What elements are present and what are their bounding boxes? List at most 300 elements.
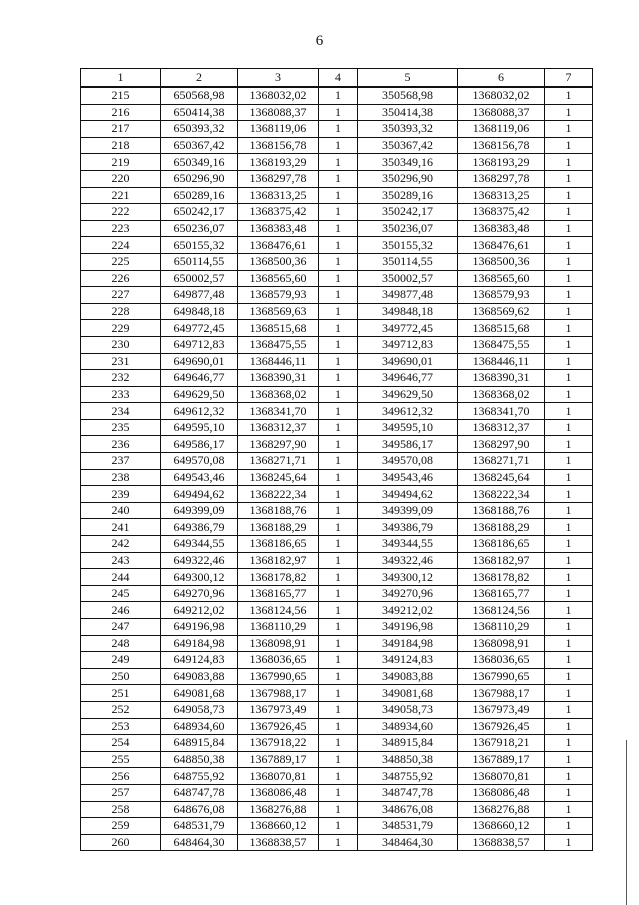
table-cell: 241 [81, 519, 161, 536]
table-cell: 1368178,82 [458, 569, 545, 586]
table-cell: 1367988,17 [238, 685, 319, 702]
table-cell: 350002,57 [358, 270, 458, 287]
table-cell: 1 [545, 801, 593, 818]
table-cell: 649386,79 [161, 519, 238, 536]
table-cell: 349848,18 [358, 303, 458, 320]
table-cell: 1 [319, 403, 358, 420]
table-cell: 1368182,97 [238, 552, 319, 569]
table-row [81, 668, 593, 685]
table-cell: 218 [81, 137, 161, 154]
table-cell: 1 [319, 353, 358, 370]
table-cell: 1 [319, 436, 358, 453]
table-cell: 1 [545, 270, 593, 287]
table-cell: 349184,98 [358, 635, 458, 652]
table-cell: 1368186,65 [238, 536, 319, 553]
table-cell: 648464,30 [161, 834, 238, 851]
table-cell: 1368569,62 [458, 303, 545, 320]
table-cell: 229 [81, 320, 161, 337]
table-cell: 1 [319, 204, 358, 221]
table-cell: 232 [81, 370, 161, 387]
table-cell: 1368098,91 [458, 635, 545, 652]
table-cell: 1368165,77 [238, 585, 319, 602]
column-header: 5 [358, 69, 458, 88]
table-cell: 350367,42 [358, 137, 458, 154]
table-cell: 1 [319, 552, 358, 569]
table-row [81, 137, 593, 154]
table-cell: 1 [545, 220, 593, 237]
scan-edge-line [626, 740, 627, 905]
table-cell: 650114,55 [161, 253, 238, 270]
table-row [81, 87, 593, 104]
table-cell: 1368500,36 [238, 253, 319, 270]
table-cell: 1 [545, 602, 593, 619]
table-cell: 1368341,70 [238, 403, 319, 420]
table-row [81, 220, 593, 237]
table-row [81, 536, 593, 553]
table-cell: 1 [545, 751, 593, 768]
table-cell: 1368222,34 [458, 486, 545, 503]
table-cell: 233 [81, 386, 161, 403]
table-cell: 349081,68 [358, 685, 458, 702]
table-cell: 1368838,57 [238, 834, 319, 851]
table-cell: 245 [81, 585, 161, 602]
table-cell: 649124,83 [161, 652, 238, 669]
column-header: 3 [238, 69, 319, 88]
table-cell: 349543,46 [358, 469, 458, 486]
table-cell: 348850,38 [358, 751, 458, 768]
table-cell: 236 [81, 436, 161, 453]
table-cell: 349494,62 [358, 486, 458, 503]
table-cell: 1 [545, 519, 593, 536]
table-cell: 1368838,57 [458, 834, 545, 851]
column-header: 6 [458, 69, 545, 88]
table-cell: 1368660,12 [238, 818, 319, 835]
table-row [81, 370, 593, 387]
table-row [81, 801, 593, 818]
table-cell: 1368222,34 [238, 486, 319, 503]
table-cell: 1 [319, 303, 358, 320]
page-number: 6 [315, 33, 324, 49]
table-cell: 349629,50 [358, 386, 458, 403]
table-cell: 649344,55 [161, 536, 238, 553]
table-cell: 1 [319, 104, 358, 121]
table-cell: 1368070,81 [238, 768, 319, 785]
table-cell: 649586,17 [161, 436, 238, 453]
table-cell: 1367889,17 [238, 751, 319, 768]
table-cell: 649196,98 [161, 619, 238, 636]
table-cell: 349386,79 [358, 519, 458, 536]
header-row [81, 69, 593, 88]
table-cell: 1368188,76 [238, 502, 319, 519]
table-cell: 1368375,42 [238, 204, 319, 221]
table-cell: 649877,48 [161, 287, 238, 304]
table-row [81, 652, 593, 669]
table-row [81, 403, 593, 420]
table-cell: 1 [319, 801, 358, 818]
table-cell: 1 [545, 336, 593, 353]
table-cell: 650414,38 [161, 104, 238, 121]
column-header: 4 [319, 69, 358, 88]
table-cell: 1368390,31 [238, 370, 319, 387]
table-body [81, 87, 593, 851]
table-cell: 1368245,64 [238, 469, 319, 486]
table-cell: 648747,78 [161, 784, 238, 801]
table-cell: 349612,32 [358, 403, 458, 420]
table-cell: 257 [81, 784, 161, 801]
table-cell: 1368383,48 [458, 220, 545, 237]
table-cell: 1368188,76 [458, 502, 545, 519]
table-cell: 648531,79 [161, 818, 238, 835]
table-row [81, 768, 593, 785]
table-cell: 1 [319, 170, 358, 187]
table-cell: 1 [545, 237, 593, 254]
table-cell: 1368156,78 [238, 137, 319, 154]
table-cell: 1368124,56 [238, 602, 319, 619]
table-cell: 1 [545, 104, 593, 121]
table-cell: 348915,84 [358, 735, 458, 752]
table-cell: 240 [81, 502, 161, 519]
table-cell: 1 [545, 536, 593, 553]
table-cell: 1 [319, 519, 358, 536]
table-cell: 350393,32 [358, 121, 458, 138]
table-cell: 1368245,64 [458, 469, 545, 486]
table-cell: 1368565,60 [238, 270, 319, 287]
table-cell: 350349,16 [358, 154, 458, 171]
table-row [81, 585, 593, 602]
table-cell: 649270,96 [161, 585, 238, 602]
table-cell: 1 [545, 370, 593, 387]
table-cell: 254 [81, 735, 161, 752]
table-row [81, 287, 593, 304]
table-cell: 251 [81, 685, 161, 702]
table-cell: 223 [81, 220, 161, 237]
table-cell: 349270,96 [358, 585, 458, 602]
table-cell: 1368036,65 [458, 652, 545, 669]
table-cell: 1 [319, 220, 358, 237]
table-cell: 1 [545, 635, 593, 652]
table-row [81, 619, 593, 636]
table-cell: 1 [319, 635, 358, 652]
table-cell: 1 [545, 652, 593, 669]
table-cell: 349322,46 [358, 552, 458, 569]
table-cell: 1368312,37 [458, 419, 545, 436]
table-cell: 1 [319, 768, 358, 785]
table-cell: 1 [545, 718, 593, 735]
table-cell: 1 [319, 602, 358, 619]
table-cell: 1368565,60 [458, 270, 545, 287]
table-cell: 1368476,61 [238, 237, 319, 254]
table-cell: 1 [545, 87, 593, 104]
table-cell: 250 [81, 668, 161, 685]
table-cell: 1368446,11 [238, 353, 319, 370]
table-cell: 258 [81, 801, 161, 818]
table-cell: 349772,45 [358, 320, 458, 337]
table-cell: 1368569,63 [238, 303, 319, 320]
table-row [81, 486, 593, 503]
table-cell: 238 [81, 469, 161, 486]
table-cell: 348676,08 [358, 801, 458, 818]
table-cell: 1368119,06 [458, 121, 545, 138]
table-cell: 1 [319, 187, 358, 204]
table-row [81, 502, 593, 519]
table-cell: 1368446,11 [458, 353, 545, 370]
table-row [81, 121, 593, 138]
table-row [81, 170, 593, 187]
table-cell: 349083,88 [358, 668, 458, 685]
table-cell: 1 [319, 486, 358, 503]
table-cell: 1368297,90 [238, 436, 319, 453]
table-row [81, 735, 593, 752]
table-cell: 1 [545, 502, 593, 519]
table-cell: 1368156,78 [458, 137, 545, 154]
table-cell: 252 [81, 701, 161, 718]
table-cell: 228 [81, 303, 161, 320]
table-cell: 648915,84 [161, 735, 238, 752]
table-row [81, 552, 593, 569]
table-cell: 349124,83 [358, 652, 458, 669]
table-cell: 1368515,68 [238, 320, 319, 337]
table-cell: 1 [545, 419, 593, 436]
table-cell: 1 [545, 701, 593, 718]
table-cell: 1368188,29 [458, 519, 545, 536]
table-cell: 649058,73 [161, 701, 238, 718]
table-cell: 1 [545, 436, 593, 453]
table-cell: 235 [81, 419, 161, 436]
table-row [81, 237, 593, 254]
table-cell: 649612,32 [161, 403, 238, 420]
table-cell: 1 [319, 320, 358, 337]
table-cell: 1367988,17 [458, 685, 545, 702]
table-cell: 649543,46 [161, 469, 238, 486]
table-cell: 1368110,29 [458, 619, 545, 636]
table-row [81, 419, 593, 436]
table-cell: 1 [319, 419, 358, 436]
table-cell: 1 [545, 386, 593, 403]
table-cell: 244 [81, 569, 161, 586]
table-cell: 650155,32 [161, 237, 238, 254]
table-cell: 1 [545, 121, 593, 138]
table-cell: 255 [81, 751, 161, 768]
table-cell: 350242,17 [358, 204, 458, 221]
table-cell: 216 [81, 104, 161, 121]
table-cell: 1 [545, 486, 593, 503]
table-row [81, 569, 593, 586]
table-row [81, 469, 593, 486]
table-cell: 1367990,65 [458, 668, 545, 685]
table-cell: 1368341,70 [458, 403, 545, 420]
table-cell: 1 [319, 336, 358, 353]
table-cell: 239 [81, 486, 161, 503]
table-cell: 1 [545, 253, 593, 270]
table-cell: 1 [545, 154, 593, 171]
table-cell: 1 [545, 187, 593, 204]
table-cell: 1368515,68 [458, 320, 545, 337]
table-cell: 1368313,25 [238, 187, 319, 204]
table-cell: 348531,79 [358, 818, 458, 835]
table-cell: 1368088,37 [458, 104, 545, 121]
table-cell: 1 [545, 818, 593, 835]
table-cell: 1367889,17 [458, 751, 545, 768]
table-cell: 649184,98 [161, 635, 238, 652]
table-cell: 1 [545, 685, 593, 702]
table-cell: 1 [319, 834, 358, 851]
table-cell: 1 [545, 619, 593, 636]
table-row [81, 453, 593, 470]
table-cell: 649494,62 [161, 486, 238, 503]
table-cell: 226 [81, 270, 161, 287]
table-cell: 259 [81, 818, 161, 835]
table-cell: 1368276,88 [458, 801, 545, 818]
table-cell: 1 [319, 237, 358, 254]
table-cell: 650002,57 [161, 270, 238, 287]
table-cell: 1368368,02 [238, 386, 319, 403]
table-cell: 1367973,49 [458, 701, 545, 718]
table-cell: 1367918,21 [458, 735, 545, 752]
table-cell: 649595,10 [161, 419, 238, 436]
table-cell: 221 [81, 187, 161, 204]
table-cell: 234 [81, 403, 161, 420]
table-cell: 1367926,45 [238, 718, 319, 735]
table-row [81, 751, 593, 768]
table-cell: 648755,92 [161, 768, 238, 785]
table-cell: 1 [319, 536, 358, 553]
table-cell: 1368475,55 [458, 336, 545, 353]
table-cell: 1368297,78 [238, 170, 319, 187]
table-cell: 349690,01 [358, 353, 458, 370]
table-cell: 1 [545, 469, 593, 486]
table-cell: 349646,77 [358, 370, 458, 387]
table-cell: 650236,07 [161, 220, 238, 237]
table-cell: 649646,77 [161, 370, 238, 387]
table-cell: 349212,02 [358, 602, 458, 619]
table-cell: 650568,98 [161, 87, 238, 104]
table-cell: 349058,73 [358, 701, 458, 718]
table-cell: 1 [545, 204, 593, 221]
table-row [81, 270, 593, 287]
table-cell: 1368070,81 [458, 768, 545, 785]
table-row [81, 303, 593, 320]
table-cell: 1368193,29 [238, 154, 319, 171]
column-header: 1 [81, 69, 161, 88]
table-cell: 1 [319, 751, 358, 768]
table-cell: 1 [319, 386, 358, 403]
table-cell: 1 [545, 768, 593, 785]
table-cell: 650242,17 [161, 204, 238, 221]
table-row [81, 519, 593, 536]
table-row [81, 436, 593, 453]
table-cell: 1 [319, 818, 358, 835]
table-cell: 349344,55 [358, 536, 458, 553]
table-cell: 1 [319, 453, 358, 470]
table-cell: 243 [81, 552, 161, 569]
table-cell: 349196,98 [358, 619, 458, 636]
table-cell: 1 [319, 87, 358, 104]
table-cell: 1368182,97 [458, 552, 545, 569]
table-row [81, 187, 593, 204]
table-cell: 1 [545, 287, 593, 304]
table-cell: 1367926,45 [458, 718, 545, 735]
table-cell: 649629,50 [161, 386, 238, 403]
table-row [81, 784, 593, 801]
table-row [81, 320, 593, 337]
table-cell: 1 [319, 287, 358, 304]
table-cell: 648676,08 [161, 801, 238, 818]
table-cell: 1368110,29 [238, 619, 319, 636]
table-row [81, 834, 593, 851]
table-cell: 649690,01 [161, 353, 238, 370]
table-cell: 1 [319, 502, 358, 519]
table-cell: 1 [545, 735, 593, 752]
table-row [81, 818, 593, 835]
table-cell: 1368036,65 [238, 652, 319, 669]
coordinates-table [80, 68, 593, 851]
table-row [81, 701, 593, 718]
table-row [81, 635, 593, 652]
table-cell: 350114,55 [358, 253, 458, 270]
table-cell: 1 [545, 585, 593, 602]
table-cell: 1368271,71 [458, 453, 545, 470]
table-cell: 222 [81, 204, 161, 221]
table-cell: 1368186,65 [458, 536, 545, 553]
table-cell: 1368165,77 [458, 585, 545, 602]
table-cell: 350155,32 [358, 237, 458, 254]
table-cell: 1368271,71 [238, 453, 319, 470]
table-cell: 1 [319, 585, 358, 602]
table-cell: 649712,83 [161, 336, 238, 353]
table-cell: 220 [81, 170, 161, 187]
table-cell: 1 [545, 320, 593, 337]
table-cell: 227 [81, 287, 161, 304]
table-cell: 1 [319, 137, 358, 154]
table-cell: 1 [319, 619, 358, 636]
table-cell: 1368032,02 [238, 87, 319, 104]
table-cell: 649322,46 [161, 552, 238, 569]
table-cell: 349877,48 [358, 287, 458, 304]
table-cell: 648934,60 [161, 718, 238, 735]
table-cell: 650296,90 [161, 170, 238, 187]
table-cell: 219 [81, 154, 161, 171]
table-row [81, 253, 593, 270]
table-cell: 1 [319, 652, 358, 669]
table-cell: 1 [545, 552, 593, 569]
table-cell: 348755,92 [358, 768, 458, 785]
table-cell: 1 [319, 569, 358, 586]
table-cell: 648850,38 [161, 751, 238, 768]
table-row [81, 685, 593, 702]
table-cell: 1367973,49 [238, 701, 319, 718]
table-cell: 649570,08 [161, 453, 238, 470]
table-cell: 649399,09 [161, 502, 238, 519]
table-cell: 1368375,42 [458, 204, 545, 221]
table-cell: 247 [81, 619, 161, 636]
table-cell: 1368383,48 [238, 220, 319, 237]
table-cell: 253 [81, 718, 161, 735]
table-cell: 1 [545, 170, 593, 187]
table-cell: 1368297,78 [458, 170, 545, 187]
table-cell: 1 [319, 701, 358, 718]
table-cell: 348464,30 [358, 834, 458, 851]
table-cell: 1368476,61 [458, 237, 545, 254]
table-cell: 260 [81, 834, 161, 851]
table-cell: 1368475,55 [238, 336, 319, 353]
table-cell: 1368086,48 [238, 784, 319, 801]
table-cell: 231 [81, 353, 161, 370]
table-cell: 1 [545, 453, 593, 470]
table-cell: 237 [81, 453, 161, 470]
table-cell: 1 [545, 834, 593, 851]
table-cell: 230 [81, 336, 161, 353]
table-cell: 1368312,37 [238, 419, 319, 436]
